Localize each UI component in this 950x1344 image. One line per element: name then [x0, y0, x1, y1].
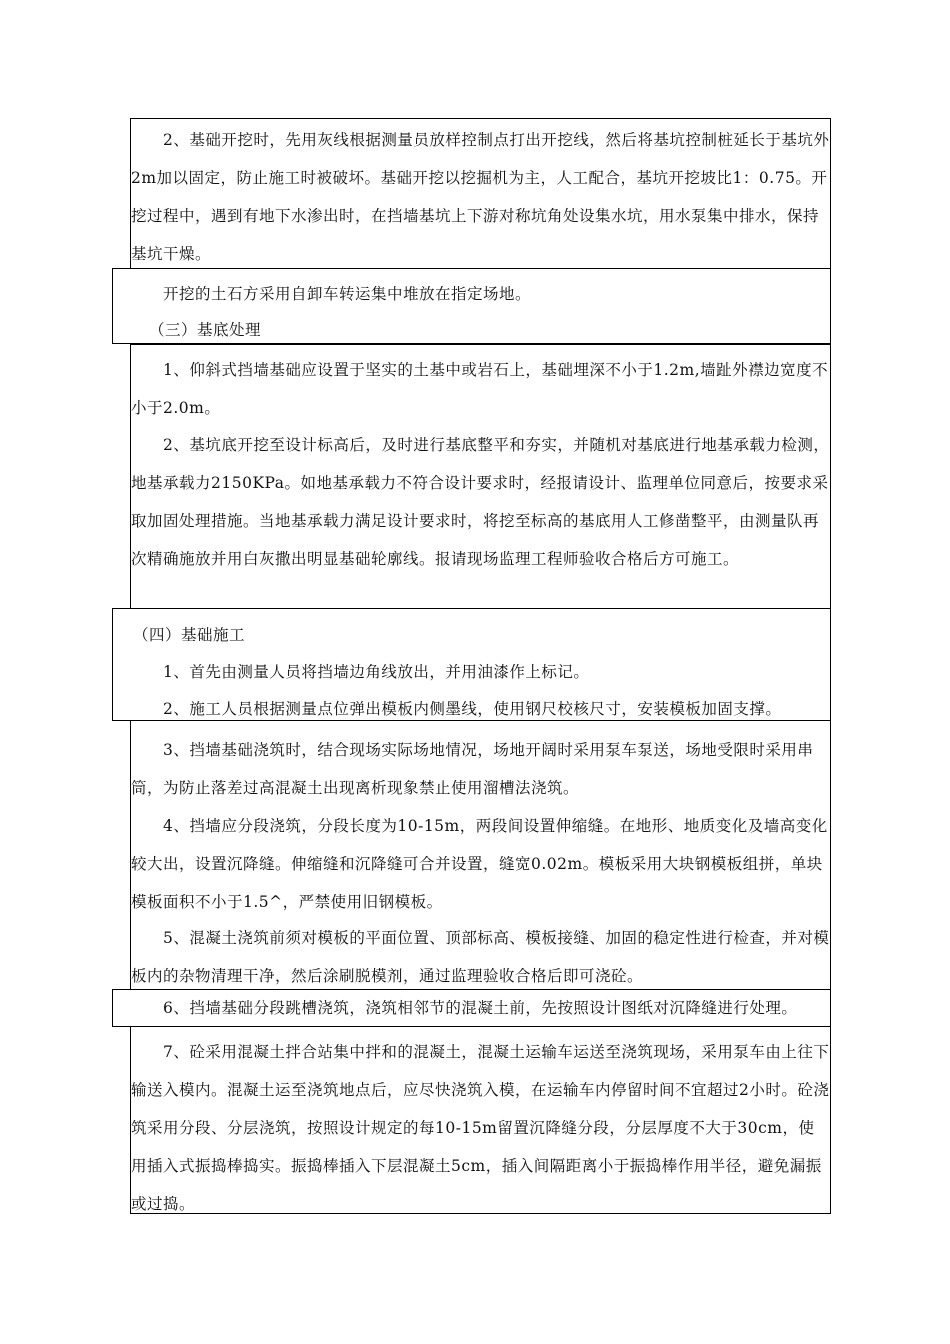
para-pouring-5: 5、混凝土浇筑前须对模板的平面位置、顶部标高、模板接缝、加固的稳定性进行检查，并对模板内的杂物清理干净，然后涂刷脱模剂，通过监理验收合格后即可浇砼。	[131, 929, 830, 985]
heading-foundation-construction: （四）基础施工	[133, 626, 246, 644]
para-skip-pouring-6: 6、挡墙基础分段跳槽浇筑，浇筑相邻节的混凝土前，先按照设计图纸对沉降缝进行处理。	[163, 999, 798, 1017]
para-base-1: 1、仰斜式挡墙基础应设置于坚实的土基中或岩石上，基础埋深不小于1.2m,墙趾外襟边宽度不小于2.0m。	[131, 361, 829, 417]
para-earth-transport: 开挖的土石方采用自卸车转运集中堆放在指定场地。	[163, 285, 532, 303]
para-foundation-1: 1、首先由测量人员将挡墙边角线放出，并用油漆作上标记。	[163, 663, 590, 681]
para-pouring-4: 4、挡墙应分段浇筑，分段长度为10-15m，两段间设置伸缩缝。在地形、地质变化及墙高变化较大出，设置沉降缝。伸缩缝和沉降缝可合并设置，缝宽0.02m。模板采用大块钢模板组拼，单块模板面积不小于1.5^，严禁使用旧钢模板。	[131, 817, 828, 911]
heading-base-treatment: （三）基底处理	[149, 321, 262, 339]
para-foundation-2: 2、施工人员根据测量点位弹出模板内侧墨线，使用钢尺校核尺寸，安装模板加固支撑。	[163, 700, 782, 718]
section-pouring	[130, 720, 831, 990]
section-foundation-construction	[112, 608, 831, 721]
para-pouring-3: 3、挡墙基础浇筑时，结合现场实际场地情况，场地开阔时采用泵车泵送，场地受限时采用串筒，为防止落差过高混凝土出现离析现象禁止使用溜槽法浇筑。	[131, 741, 814, 797]
section-earth-transport	[112, 268, 831, 344]
para-excavation-2: 2、基础开挖时，先用灰线根据测量员放样控制点打出开挖线，然后将基坑控制桩延长于基坑外2m加以固定，防止施工时被破坏。基础开挖以挖掘机为主，人工配合，基坑开挖坡比1：0.75。开挖过程中，遇到有地下水渗出时，在挡墙基坑上下游对称坑角处设集水坑，用水泵集中排水，保持基坑干燥。	[131, 131, 830, 263]
para-base-2: 2、基坑底开挖至设计标高后，及时进行基底整平和夯实，并随机对基底进行地基承载力检测，地基承载力2150KPa。如地基承载力不符合设计要求时，经报请设计、监理单位同意后，按要求采取加固处理措施。当地基承载力满足设计要求时，将挖至标高的基底用人工修凿整平，由测量队再次精确施放并用白灰撒出明显基础轮廓线。报请现场监理工程师验收合格后方可施工。	[131, 436, 830, 568]
section-concrete-mixing	[130, 1026, 831, 1214]
section-excavation	[130, 118, 831, 270]
section-base-treatment	[130, 344, 831, 609]
para-concrete-7: 7、砼采用混凝土拌合站集中拌和的混凝土，混凝土运输车运送至浇筑现场，采用泵车由上往下输送入模内。混凝土运至浇筑地点后，应尽快浇筑入模，在运输车内停留时间不宜超过2小时。砼浇筑采用分段、分层浇筑，按照设计规定的每10-15m留置沉降缝分段，分层厚度不大于30cm，使用插入式振捣棒捣实。振捣棒插入下层混凝土5cm，插入间隔距离小于振捣棒作用半径，避免漏振或过捣。	[131, 1043, 830, 1213]
section-skip-pouring	[112, 989, 831, 1027]
